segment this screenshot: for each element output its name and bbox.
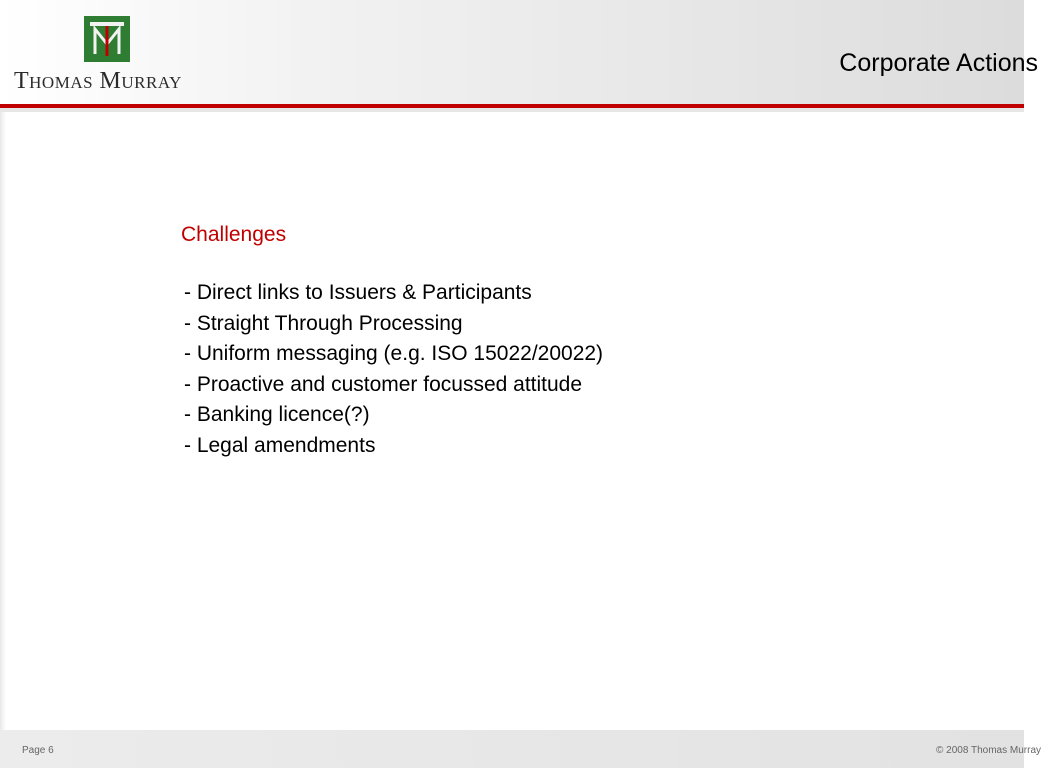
challenges-list — [184, 278, 603, 462]
slide-footer — [0, 730, 1024, 768]
thomas-murray-logo-icon — [84, 16, 130, 62]
list-item: - Banking licence(?) — [184, 403, 370, 427]
list-item: - Proactive and customer focussed attitude — [184, 372, 583, 396]
left-edge-shade — [0, 112, 6, 730]
list-item: - Straight Through Processing — [184, 311, 463, 335]
copyright-notice: © 2008 Thomas Murray — [936, 745, 1041, 756]
list-item: - Uniform messaging (e.g. ISO 15022/20022) — [184, 342, 604, 366]
page-number: Page 6 — [22, 745, 54, 756]
section-heading: Challenges — [181, 223, 287, 246]
list-item: - Legal amendments — [184, 433, 376, 457]
slide-title: Corporate Actions — [839, 49, 1038, 77]
header-divider-shadow — [0, 108, 1024, 112]
logo-wordmark: Thomas Murray — [14, 68, 182, 94]
list-item: - Direct links to Issuers & Participants — [184, 281, 532, 304]
